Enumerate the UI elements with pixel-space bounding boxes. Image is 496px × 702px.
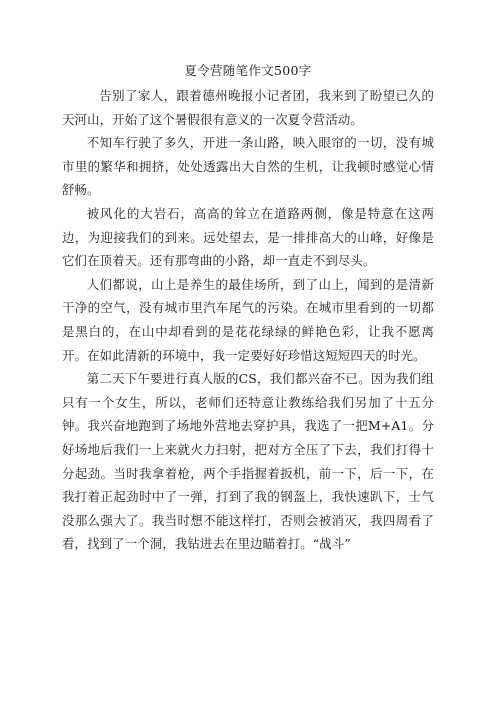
paragraph-1: 告别了家人，跟着德州晚报小记者团，我来到了盼望已久的天河山，开始了这个暑假很有意义的一次夏令营活动。: [62, 88, 434, 127]
paragraph-2: 不知车行驶了多久，开进一条山路，映入眼帘的一切，没有城市里的繁华和拥挤，处处透露出大自然的生机，让我顿时感觉心情舒畅。: [62, 135, 434, 198]
paragraph-4: 人们都说，山上是养生的最佳场所，到了山上，闻到的是清新干净的空气，没有城市里汽车尾气的污染。在城市里看到的一切都是黑白的，在山中却看到的是花花绿绿的鲜艳色彩，让我不愿离开。在如此清新的环境中，我一定要好好珍惜这短短四天的时光。: [62, 276, 434, 363]
paragraph-5: 第二天下午要进行真人版的CS，我们都兴奋不已。因为我们组只有一个女生，所以，老师们还特意让教练给我们另加了十五分钟。我兴奋地跑到了场地外营地去穿护具，我选了一把M+A1。分好场地后我们一上来就火力扫射，把对方全压了下去，我们打得十分起劲。当时我拿着枪，两个手指握着扳机，前一下，后一下，在我打着正起劲时中了一弹，打到了我的钢盔上，我快速趴下，士气没那么强大了。我当时想不能这样打，否则会被消灭，我四周看了看，找到了一个洞，我钻进去在里边瞄着打。“战斗”: [62, 371, 434, 552]
document-title: 夏令营随笔作文500字: [184, 63, 312, 78]
paragraph-3: 被风化的大岩石，高高的耸立在道路两侧，像是特意在这两边，为迎接我们的到来。远处望去，是一排排高大的山峰，好像是它们在顶着天。还有那弯曲的小路，却一直走不到尽头。: [62, 205, 434, 269]
document-page: [62, 62, 434, 556]
